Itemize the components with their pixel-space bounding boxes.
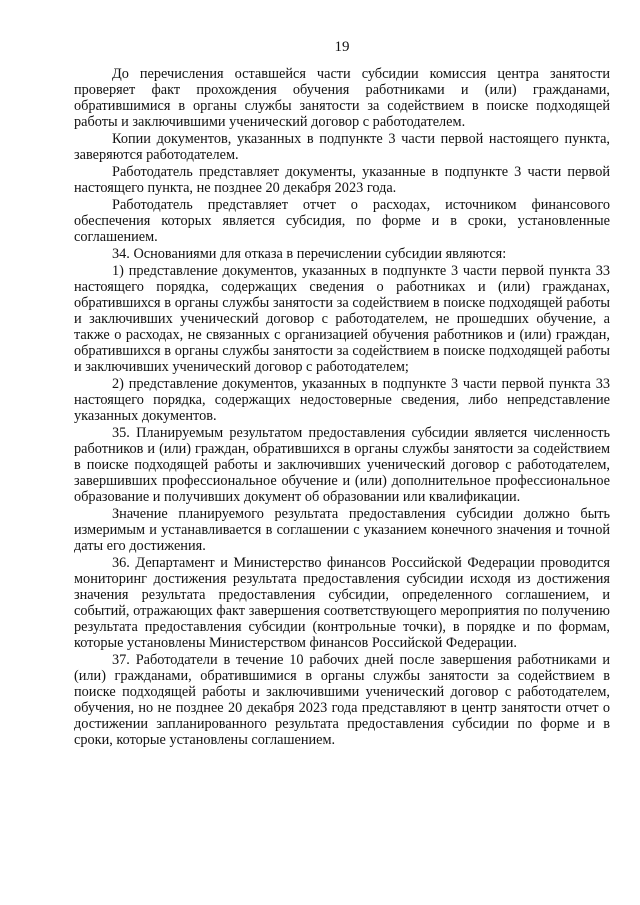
paragraph-clause-37: 37. Работодатели в течение 10 рабочих дней после завершения работниками и (или) гражданами, обратившимися в органы службы занятости за содействием в поиске подходящей работы и заключившими ученический договор с работодателем, обучения, но не позднее 20 декабря 2023 года представляют в центр занятости отчет о достижении запланированного результата предоставления субсидии по форме и в сроки, которые установлены соглашением. [74, 652, 610, 748]
paragraph-expense-report: Работодатель представляет отчет о расходах, источником финансового обеспечения которых является субсидия, по форме и в сроки, установленные соглашением. [74, 197, 610, 245]
paragraph-clause-34-item-1: 1) представление документов, указанных в подпункте 3 части первой пункта 33 настоящего порядка, содержащих сведения о работниках и (или) гражданах, обратившихся в органы службы занятости за содействием в поиске подходящей работы и заключивших ученический договор с работодателем, не прошедших обучение, а также о расходах, не связанных с организацией обучения работников и (или) граждан, обратившихся в органы службы занятости за содействием в поиске подходящей работы и заключивших ученический договор с работодателем; [74, 263, 610, 375]
page-number: 19 [334, 39, 350, 55]
paragraph-remaining-subsidy-check: До перечисления оставшейся части субсидии комиссия центра занятости проверяет факт прохождения обучения работниками и (или) гражданами, обратившимися в органы службы занятости за содействием в поиске подходящей работы и заключившими ученический договор с работодателем. [74, 66, 610, 130]
paragraph-document-deadline: Работодатель представляет документы, указанные в подпункте 3 части первой настоящего пункта, не позднее 20 декабря 2023 года. [74, 164, 610, 196]
paragraph-clause-36: 36. Департамент и Министерство финансов Российской Федерации проводится мониторинг достижения результата предоставления субсидии исходя из достижения значения результата предоставления субсидии, определенного соглашением, и событий, отражающих факт завершения соответствующего мероприятия по получению результата предоставления субсидии (контрольные точки), в порядке и по формам, которые установлены Министерством финансов Российской Федерации. [74, 555, 610, 651]
paragraph-clause-34-heading: 34. Основаниями для отказа в перечислении субсидии являются: [112, 246, 507, 262]
paragraph-document-copies: Копии документов, указанных в подпункте 3 части первой настоящего пункта, заверяются работодателем. [74, 131, 610, 163]
document-body [74, 66, 610, 748]
paragraph-result-value: Значение планируемого результата предоставления субсидии должно быть измеримым и устанавливается в соглашении с указанием конечного значения и точной даты его достижения. [74, 506, 610, 554]
paragraph-clause-34-item-2: 2) представление документов, указанных в подпункте 3 части первой пункта 33 настоящего порядка, содержащих недостоверные сведения, либо непредставление указанных документов. [74, 376, 610, 424]
paragraph-clause-35: 35. Планируемым результатом предоставления субсидии является численность работников и (или) граждан, обратившихся в органы службы занятости за содействием в поиске подходящей работы и заключивших ученический договор с работодателем, завершивших профессиональное обучение и (или) дополнительное профессиональное образование и получивших документ об образовании или квалификации. [74, 425, 610, 505]
